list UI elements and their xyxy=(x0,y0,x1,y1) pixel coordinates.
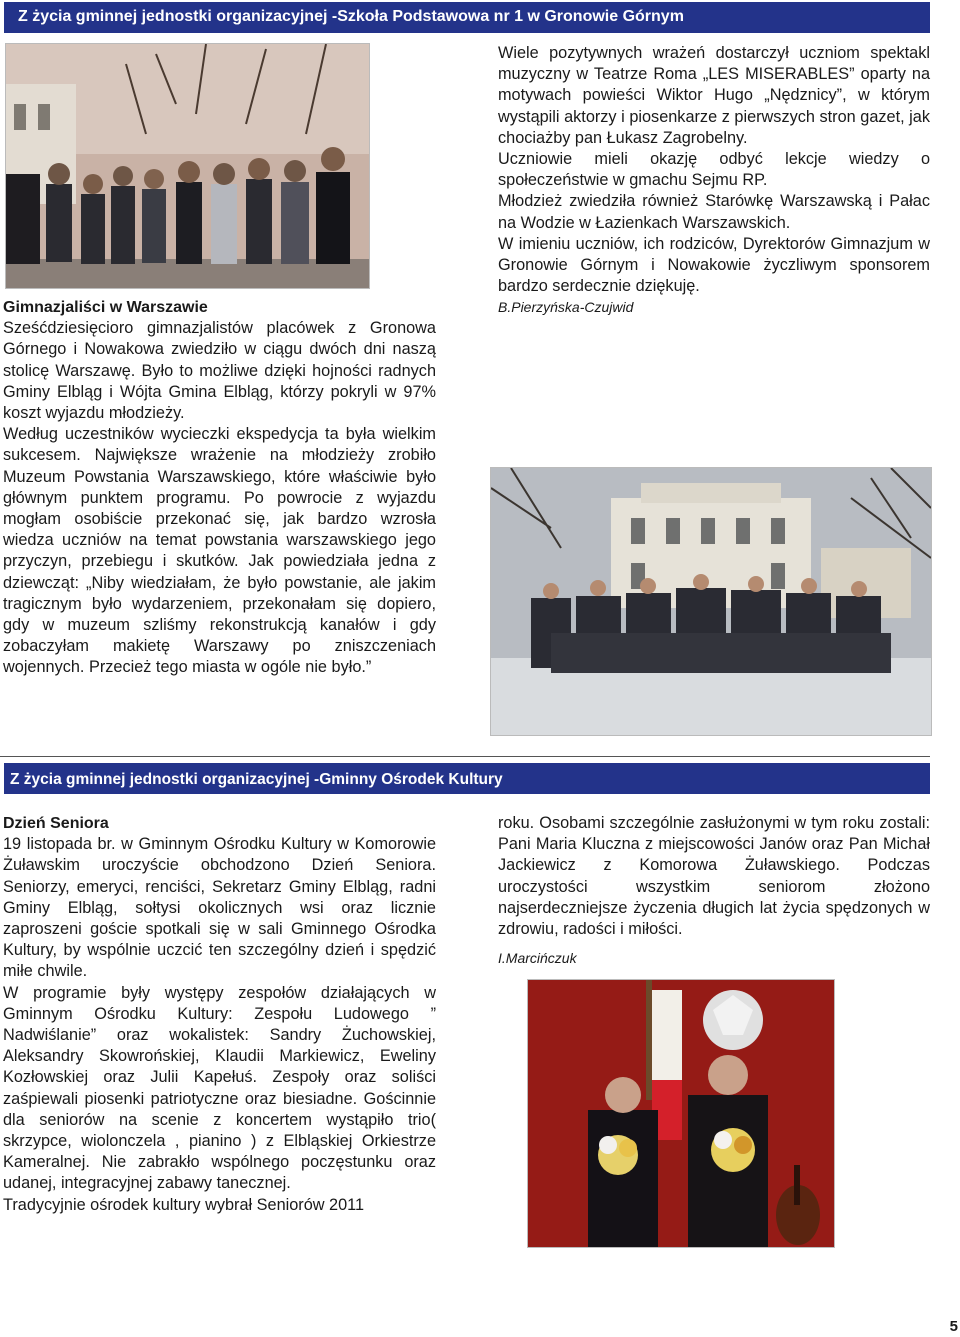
article-paragraph: Według uczestników wycieczki ekspedycja ta była wielkim sukcesem. Największe wrażenie na młodzieży zrobiło Muzeum Powstania Warszawskiego, które właściwie było głównym punktem programu. Po powrocie z wyjazdu mogłam osobiście przekonać się, jak bardzo wzrosła wiedza uczniów na temat powstania warszawskiego jego przyczyn, przebiegu i skutków. Jak powiedziała jedna z dziewcząt: „Niby wiedziałam, że było powstanie, ale jakim tragicznym było wydarzeniem, przekonałam się dopiero, gdy w muzeum szliśmy rekonstrukcją kanałów i gdy zobaczyłam makietę Warszawy po zniszczeniach wojennych. Przecież tego miasta w ogóle nie było.” xyxy=(3,425,436,677)
article-warsaw-column-2 xyxy=(498,43,930,319)
article-paragraph: W imieniu uczniów, ich rodziców, Dyrektorów Gimnazjum w Gronowie Górnym i Nowakowie życzliwym sponsorem bardzo serdecznie dziękuję. xyxy=(498,234,930,296)
article-paragraph: 19 listopada br. w Gminnym Ośrodku Kultury w Komorowie Żuławskim uroczyście obchodzono Dzień Seniora. Seniorzy, emeryci, renciści, Sekretarz Gminy Elbląg, radni Gminy Elbląg, sołtysi okolicznych wsi oraz licznie zaproszeni goście spotkali się w sali Gminnego Ośrodka Kultury, by wspólnie uczcić ten szczególny dzień i spędzić miłe chwile. xyxy=(3,835,436,981)
photo-seniors-award xyxy=(527,979,835,1248)
article-author-seniors: I.Marcińczuk xyxy=(498,950,577,967)
article-paragraph: Sześćdziesięcioro gimnazjalistów placówek z Gronowa Górnego i Nowakowa zwiedziło w ciągu dwóch dni naszą stolicę Warszawę. Było to możliwe dzięki hojności radnych Gminy Elbląg i Wójta Gmina Elbląg, którzy pokryli w 97% koszt wyjazdu młodzieży. xyxy=(3,319,436,423)
section-banner-culture xyxy=(4,763,930,794)
article-paragraph: Wiele pozytywnych wrażeń dostarczył uczniom spektakl muzyczny w Teatrze Roma „LES MISERABLES” oparty na motywach powieści Wiktor Hugo „Nędznicy”, w którym wystąpili aktorzy i piosenkarze z pierwszych stron gazet, jak chociażby pan Łukasz Zagrobelny. xyxy=(498,44,930,147)
article-paragraph: Tradycyjnie ośrodek kultury wybrał Seniorów 2011 xyxy=(3,1195,365,1214)
section-banner-school-text: Z życia gminnej jednostki organizacyjnej -Szkoła Podstawowa nr 1 w Gronowie Górnym xyxy=(18,8,684,25)
section-banner-school xyxy=(4,2,930,33)
section-banner-culture-text: Z życia gminnej jednostki organizacyjnej -Gminny Ośrodek Kultury xyxy=(10,771,503,788)
article-paragraph: roku. Osobami szczególnie zasłużonymi w tym roku zostali: Pani Maria Kluczna z miejscowości Janów oraz Pan Michał Jackiewicz z Komorowa Żuławskiego. Podczas uroczystości wszystkim seniorom złożono najserdeczniejsze życzenia długich lat życia spędzonych w zdrowiu, radości i miłości. xyxy=(498,814,930,939)
section-divider xyxy=(0,756,930,757)
article-seniors-column-2 xyxy=(498,813,930,969)
article-paragraph: Młodzież zwiedziła również Starówkę Warszawską i Pałac na Wodzie w Łazienkach Warszawskich. xyxy=(498,192,930,232)
article-paragraph: W programie były występy zespołów działających w Gminnym Ośrodku Kultury: Zespołu Ludowego ” Nadwiślanie” oraz wokalistek: Sandry Żuchowskiej, Aleksandry Skowrońskiej, Klaudii Markiewicz, Eweliny Kozłowskiej oraz Julii Kapełuś. Zespoły oraz soliści zaśpiewali piosenki patriotyczne oraz biesiadne. Gościnnie dla seniorów na scenie z koncertem wystąpiło trio( skrzypce, wiolonczela , pianino ) z Elbląskiej Orkiestrze Kameralnej. Nie zabrakło wspólnego poczęstunku oraz udanej, integracyjnej zabawy tanecznej. xyxy=(3,983,436,1193)
photo-group-palace xyxy=(490,467,932,736)
article-heading-warsaw: Gimnazjaliści w Warszawie xyxy=(3,299,208,316)
article-heading-seniors: Dzień Seniora xyxy=(3,815,109,832)
photo-students-warsaw xyxy=(5,43,370,289)
article-author-warsaw: B.Pierzyńska-Czujwid xyxy=(498,299,634,316)
page-number: 5 xyxy=(949,1318,958,1335)
article-warsaw-column-1 xyxy=(3,297,436,679)
article-paragraph: Uczniowie mieli okazję odbyć lekcje wiedzy o społeczeństwie w gmachu Sejmu RP. xyxy=(498,150,930,190)
article-seniors-column-1 xyxy=(3,813,436,1216)
